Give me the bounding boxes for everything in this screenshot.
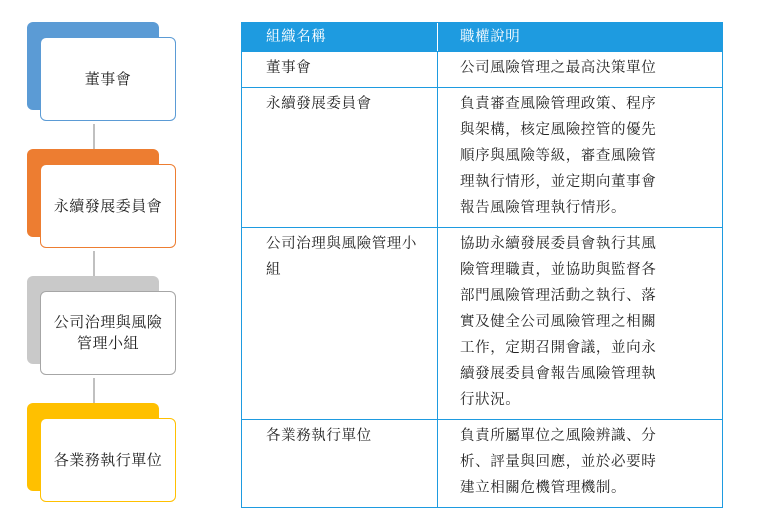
- node-sustainability-committee-label: 永續發展委員會: [40, 164, 176, 248]
- authority-line: 工作，定期召開會議，並向永: [460, 340, 657, 356]
- row-authority: [438, 228, 722, 419]
- table-row: [242, 227, 722, 419]
- node-governance-risk-team-label: 公司治理與風險管理小組: [40, 291, 176, 375]
- table-row: [242, 87, 722, 227]
- authority-line: 部門風險管理活動之執行、落: [460, 288, 657, 304]
- authority-line: 順序與風險等級，審查風險管: [460, 148, 657, 164]
- authority-line: 險管理職責，並協助與監督各: [460, 262, 657, 278]
- row-org-name: 永續發展委員會: [242, 88, 438, 227]
- authority-line: 負責審查風險管理政策、程序: [460, 96, 657, 112]
- row-authority: [438, 420, 722, 507]
- row-authority: [438, 52, 722, 87]
- responsibility-table: [241, 22, 723, 508]
- row-org-name: 董事會: [242, 52, 438, 87]
- table-row: [242, 419, 722, 507]
- authority-line: 建立相關危機管理機制。: [460, 480, 627, 496]
- authority-line: 行狀況。: [460, 392, 521, 408]
- authority-line: 理執行情形，並定期向董事會: [460, 174, 657, 190]
- header-org-name: 組織名稱: [242, 23, 438, 51]
- node-board-label: 董事會: [40, 37, 176, 121]
- authority-line: 續發展委員會報告風險管理執: [460, 366, 657, 382]
- table-header-row: [242, 23, 722, 51]
- authority-line: 協助永續發展委員會執行其風: [460, 236, 657, 252]
- row-org-name: 公司治理與風險管理小組: [242, 228, 438, 419]
- authority-line: 與架構，核定風險控管的優先: [460, 122, 657, 138]
- authority-line: 公司風險管理之最高決策單位: [460, 60, 657, 76]
- header-authority: 職權說明: [460, 29, 521, 45]
- row-org-name: 各業務執行單位: [242, 420, 438, 507]
- authority-line: 析、評量與回應，並於必要時: [460, 454, 657, 470]
- table-row: [242, 51, 722, 87]
- node-business-units-label: 各業務執行單位: [40, 418, 176, 502]
- authority-line: 負責所屬單位之風險辨識、分: [460, 428, 657, 444]
- authority-line: 報告風險管理執行情形。: [460, 200, 627, 216]
- authority-line: 實及健全公司風險管理之相關: [460, 314, 657, 330]
- row-authority: [438, 88, 722, 227]
